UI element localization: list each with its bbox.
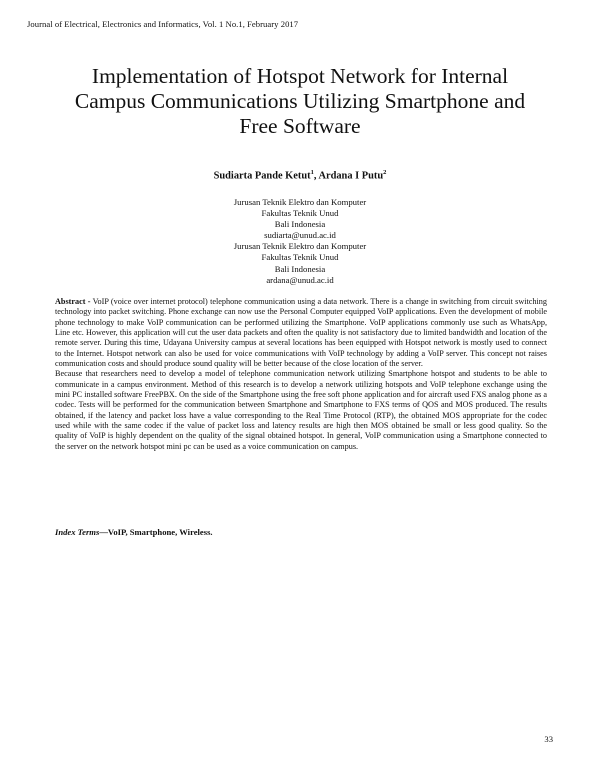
title-line-3: Free Software [239,114,361,138]
author-2-affiliation-mark: 2 [383,169,387,176]
title-line-1: Implementation of Hotspot Network for Internal [91,64,509,88]
affiliation-2-faculty: Fakultas Teknik Unud [261,252,339,263]
paper-title [40,64,560,139]
affiliation-2-email[interactable]: ardana@unud.ac.id [266,274,334,285]
affiliations-block [0,197,600,286]
abstract-paragraph-2: Because that researchers need to develop a model of telephone communication network utilizing Smartphone hotspot and students to be able to communicate in a campus environment. Method of this research is to develop a network utilizing hotspots and VoIP telephone exchange using the mini PC installed software FreePBX. On the side of the Smartphone using the free soft phone application and for aircraft used FXS analog phone as a codec. Tests will be performed for the communication between Smartphone and Smartphone to FXS terms of QOS and MOS produced. The results obtained, if the latency and packet loss have a value corresponding to the Real Time Protocol (RTP), the obtained MOS appropriate for the codec used while with the same codec if the value of packet loss and latency results are high then MOS obtained be small or less good quality. So the quality of VoIP is highly dependent on the quality of the signal obtained hotspot. In general, VoIP communication using a Smartphone connected to the server on the network hotspot mini pc can be used as a voice communication on campus. [55,369,547,451]
author-separator: , [313,170,319,182]
journal-running-header: Journal of Electrical, Electronics and Informatics, Vol. 1 No.1, February 2017 [27,19,299,29]
affiliation-1-department: Jurusan Teknik Elektro dan Komputer [233,197,367,207]
index-terms [55,527,213,537]
affiliation-2-department: Jurusan Teknik Elektro dan Komputer [233,241,367,252]
author-1-affiliation-mark: 1 [310,169,314,176]
abstract-paragraph-1-text: VoIP (voice over internet protocol) telephone communication using a data network. There is a change in switching from circuit switching technology into packet switching. Phone exchange can now use the Personal Computer equipped VoIP applications. Even the development of mobile phone technology to make VoIP communication can be performed utilizing the Smartphone. VoIP applications commonly use such as WhatsApp, Line etc. However, this application will cut the user data packets and often the quality is not satisfactory due to limited bandwidth and location of the remote server. During this time, Udayana University campus at several locations has been equipped with Hotspot network is mostly used to connect to the Internet. Hotspot network can also be used for voice communications with VoIP technology by adding a VoIP server. This concept not raises communication costs and should produce sound quality will be better because of the close location of the server. [55,297,547,369]
author-1-name: Sudiarta Pande Ketut [213,170,311,182]
page-number: 33 [544,734,553,744]
abstract-paragraph-1 [55,297,547,369]
author-list [0,169,600,181]
title-line-2: Campus Communications Utilizing Smartphone and [74,89,526,113]
affiliation-2-location: Bali Indonesia [274,263,326,274]
affiliation-1-faculty: Fakultas Teknik Unud [261,208,339,219]
affiliation-1-email[interactable]: sudiarta@unud.ac.id [264,230,336,241]
abstract-section [55,297,547,452]
index-terms-list: VoIP, Smartphone, Wireless. [107,527,213,537]
index-terms-label: Index Terms [55,527,100,537]
affiliation-1-location: Bali Indonesia [274,219,326,230]
abstract-label: Abstract - [55,297,91,306]
index-terms-dash: — [99,527,108,537]
author-2-name: Ardana I Putu [318,170,384,182]
